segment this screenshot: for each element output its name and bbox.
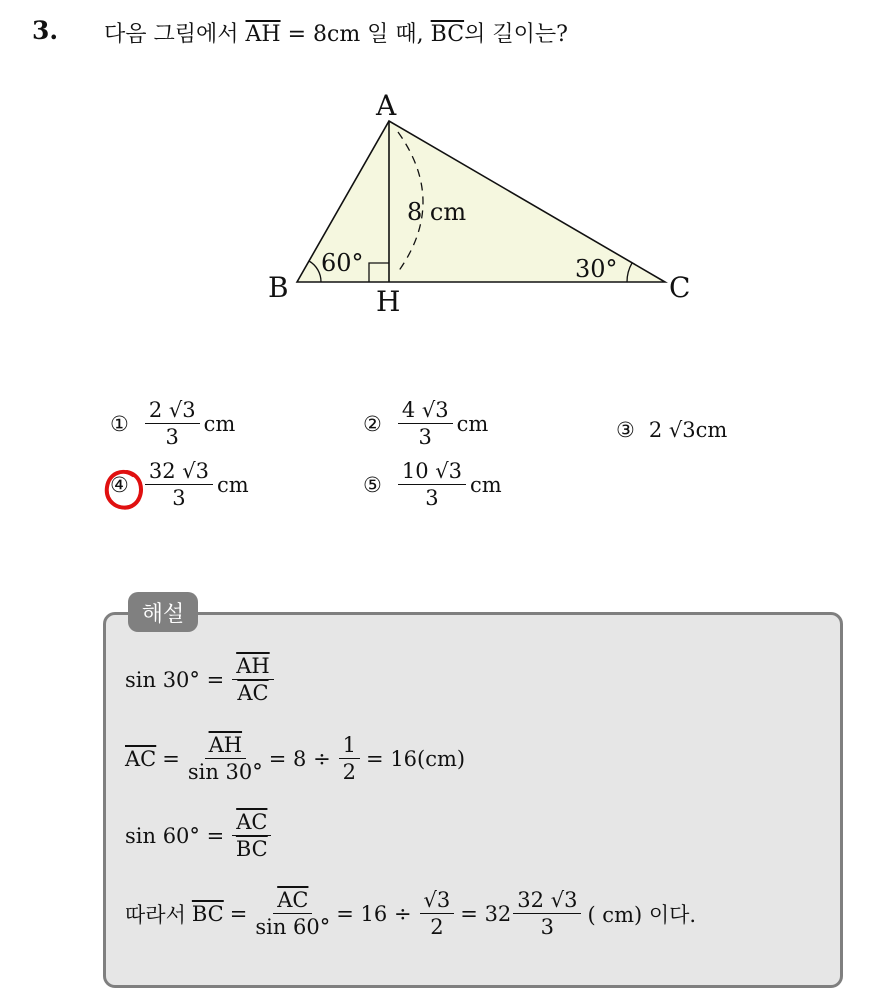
- solution-line-3: [125, 811, 277, 860]
- option-5-denominator: 3: [425, 486, 439, 511]
- line2-denominator: sin 30°: [187, 760, 263, 785]
- option-2-unit: cm: [456, 411, 489, 436]
- option-2-fraction: [398, 399, 453, 448]
- option-5[interactable]: [363, 460, 502, 509]
- line2-numerator-2: 1: [339, 734, 360, 759]
- line4-denominator-3: 3: [540, 915, 555, 940]
- vertex-b-label: B: [268, 271, 289, 304]
- line1-fraction: [232, 655, 273, 704]
- option-5-fraction: [398, 460, 466, 509]
- line2-fraction-2: [339, 734, 360, 783]
- vertex-c-label: C: [669, 271, 691, 304]
- line4-prefix: 따라서: [125, 902, 186, 927]
- line4-denominator: sin 60°: [255, 915, 331, 940]
- option-4-number: ④: [110, 472, 129, 497]
- option-1-denominator: 3: [165, 425, 179, 450]
- question-text-before: 다음 그림에서: [104, 22, 246, 47]
- line4-numerator: $\overline{AC}$: [273, 889, 312, 914]
- line4-fraction-2: [420, 889, 455, 938]
- option-3-text: 2 √3cm: [648, 418, 728, 442]
- line2-denominator-2: 2: [342, 760, 357, 785]
- line2-numerator: $\overline{AH}$: [205, 734, 246, 759]
- option-2-number: ②: [363, 411, 382, 436]
- vertex-h-label: H: [376, 285, 401, 318]
- option-3[interactable]: [616, 418, 727, 442]
- option-2-numerator: 4 √3: [398, 399, 453, 424]
- solution-line-1: [125, 655, 280, 704]
- line2-lhs: $\overline{AC}$: [125, 746, 157, 771]
- option-1-unit: cm: [203, 411, 236, 436]
- option-4-denominator: 3: [172, 486, 186, 511]
- line4-fraction: [255, 889, 330, 938]
- line1-numerator: $\overline{AH}$: [232, 655, 273, 680]
- option-4-fraction: [145, 460, 213, 509]
- line1-lhs: sin 30° =: [125, 667, 225, 692]
- option-5-unit: cm: [469, 472, 502, 497]
- option-2[interactable]: [363, 399, 488, 448]
- line2-fraction: [188, 734, 263, 783]
- line2-mid: = 8 ÷: [268, 746, 331, 771]
- line3-denominator: BC: [235, 837, 268, 862]
- option-5-number: ⑤: [363, 472, 382, 497]
- segment-ah: $\overline{AH}$: [245, 22, 281, 47]
- option-5-numerator: 10 √3: [398, 460, 466, 485]
- triangle-figure: [0, 0, 884, 340]
- line3-fraction: [232, 811, 271, 860]
- line4-rhs: ( cm) 이다.: [587, 902, 697, 927]
- option-2-denominator: 3: [418, 425, 432, 450]
- option-4-unit: cm: [216, 472, 249, 497]
- line4-mid: = 16 ÷: [336, 901, 412, 926]
- option-3-number: ③: [616, 418, 635, 442]
- line2-eq: =: [162, 746, 180, 771]
- line4-seg: $\overline{BC}$: [191, 901, 224, 926]
- option-1-numerator: 2 √3: [145, 399, 200, 424]
- vertex-a-label: A: [376, 89, 397, 122]
- line4-fraction-3: [513, 889, 581, 938]
- solution-line-4: [125, 889, 702, 938]
- option-1[interactable]: [110, 399, 235, 448]
- angle-c-label: 30°: [575, 255, 618, 283]
- solution-line-2: [125, 734, 471, 783]
- segment-bc: $\overline{BC}$: [430, 22, 465, 47]
- line3-lhs: sin 60° =: [125, 823, 225, 848]
- option-1-fraction: [145, 399, 200, 448]
- line2-rhs: = 16(cm): [366, 746, 466, 771]
- angle-b-label: 60°: [321, 249, 364, 277]
- line4-eq: =: [229, 901, 248, 926]
- line4-numerator-2: √3: [420, 889, 455, 914]
- line4-denominator-2: 2: [430, 915, 444, 940]
- question-text-mid: = 8cm 일 때,: [280, 22, 431, 47]
- line3-numerator: $\overline{AC}$: [232, 811, 271, 836]
- line4-numerator-3: 32 √3: [513, 889, 581, 914]
- option-1-number: ①: [110, 411, 129, 436]
- question-text-after: 의 길이는?: [464, 22, 568, 47]
- answer-circle-mark: [103, 467, 145, 513]
- line4-mid-2: = 32: [460, 901, 512, 926]
- option-4-numerator: 32 √3: [145, 460, 213, 485]
- solution-tab: 해설: [128, 592, 198, 632]
- line1-denominator: AC: [237, 681, 269, 706]
- length-label: 8 cm: [407, 198, 467, 226]
- question-number: 3.: [32, 16, 59, 45]
